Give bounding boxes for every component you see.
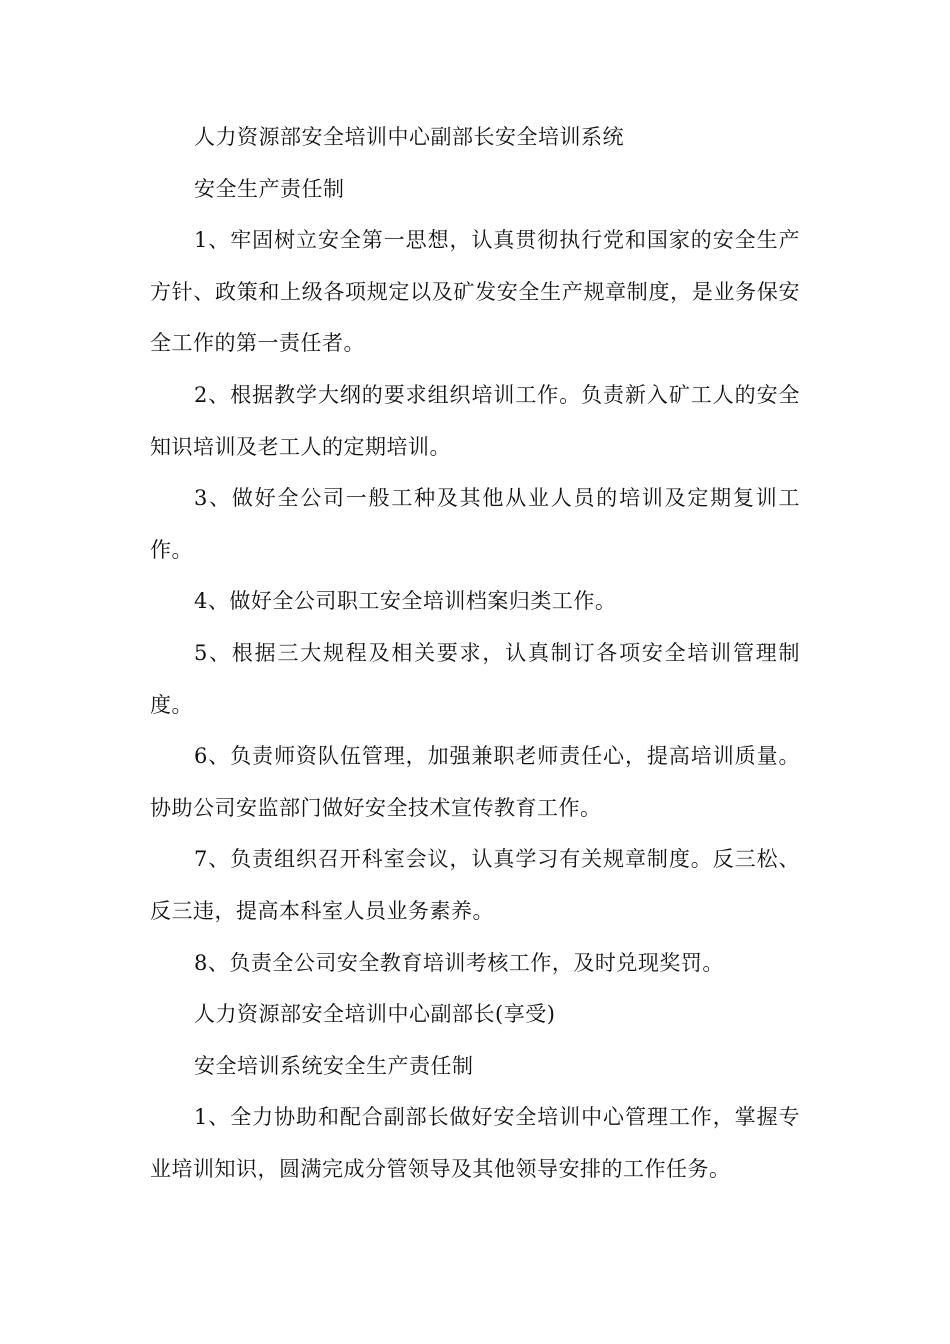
paragraph-item-7: 7、负责组织召开科室会议，认真学习有关规章制度。反三松、反三违，提高本科室人员业务素养。 [150,847,800,923]
section-heading-line-1: 人力资源部安全培训中心副部长(享受) [194,1002,556,1027]
paragraph-item-8: 8、负责全公司安全教育培训考核工作，及时兑现奖罚。 [194,950,724,975]
heading-line-1: 人力资源部安全培训中心副部长安全培训系统 [194,125,624,149]
section-paragraph-item-1: 1、全力协助和配合副部长做好安全培训中心管理工作，掌握专业培训知识，圆满完成分管领导及其他领导安排的工作任务。 [150,1105,800,1181]
paragraph-item-6: 6、负责师资队伍管理，加强兼职老师责任心，提高培训质量。协助公司安监部门做好安全技术宣传教育工作。 [150,744,800,820]
section-heading-line-2: 安全培训系统安全生产责任制 [194,1053,474,1078]
paragraph-item-5: 5、根据三大规程及相关要求，认真制订各项安全培训管理制度。 [150,640,800,717]
paragraph-item-1: 1、牢固树立安全第一思想，认真贯彻执行党和国家的安全生产方针、政策和上级各项规定以及矿发安全生产规章制度，是业务保安全工作的第一责任者。 [150,228,800,356]
document-body [150,112,800,1195]
paragraph-item-4: 4、做好全公司职工安全培训档案归类工作。 [194,589,617,614]
paragraph-item-3: 3、做好全公司一般工种及其他从业人员的培训及定期复训工作。 [150,486,800,562]
paragraph-item-2: 2、根据教学大纲的要求组织培训工作。负责新入矿工人的安全知识培训及老工人的定期培训。 [150,382,800,459]
heading-line-2: 安全生产责任制 [194,176,345,201]
